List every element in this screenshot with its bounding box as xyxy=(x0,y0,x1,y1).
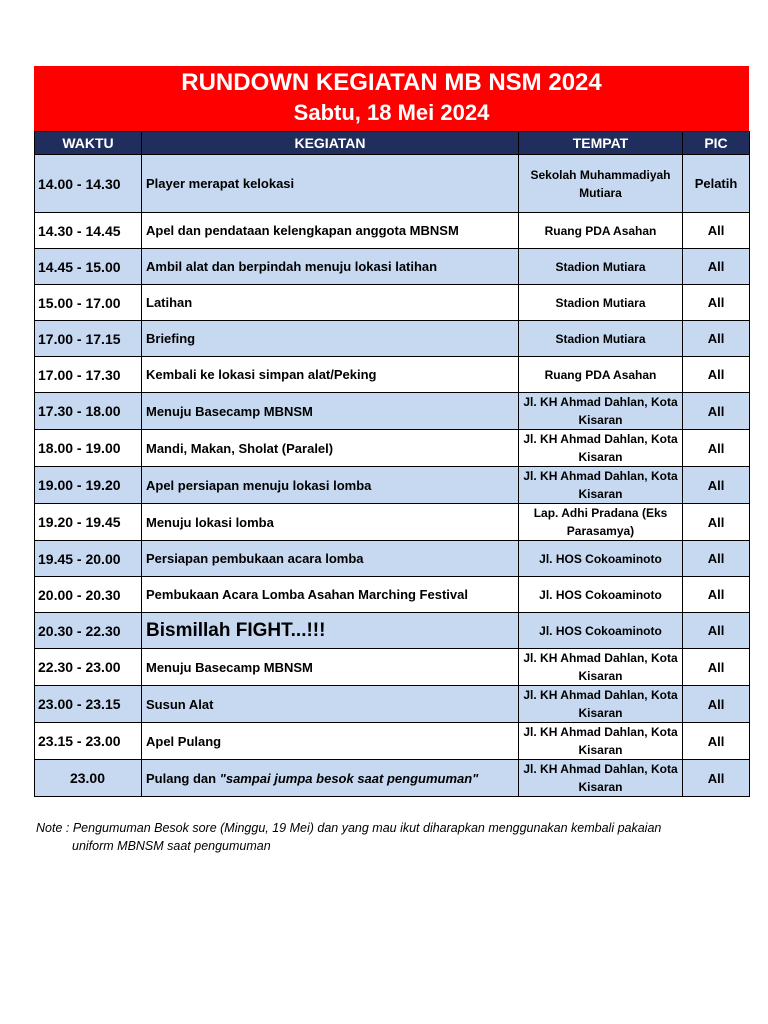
time-cell: 20.30 - 22.30 xyxy=(35,613,142,649)
pic-cell: All xyxy=(683,357,750,393)
table-row xyxy=(35,467,750,504)
activity-cell: Menuju lokasi lomba xyxy=(142,504,519,541)
table-row xyxy=(35,686,750,723)
schedule-table xyxy=(34,131,750,797)
time-cell: 22.30 - 23.00 xyxy=(35,649,142,686)
activity-cell: Susun Alat xyxy=(142,686,519,723)
place-cell: Ruang PDA Asahan xyxy=(519,357,683,393)
pic-cell: Pelatih xyxy=(683,155,750,213)
time-cell: 14.30 - 14.45 xyxy=(35,213,142,249)
pic-cell: All xyxy=(683,541,750,577)
time-cell: 17.00 - 17.30 xyxy=(35,357,142,393)
pic-cell: All xyxy=(683,249,750,285)
place-cell: Jl. KH Ahmad Dahlan, Kota Kisaran xyxy=(519,723,683,760)
document-date: Sabtu, 18 Mei 2024 xyxy=(293,100,490,125)
time-cell: 19.00 - 19.20 xyxy=(35,467,142,504)
column-header-kegiatan: KEGIATAN xyxy=(142,132,519,155)
column-header-waktu: WAKTU xyxy=(35,132,142,155)
table-row xyxy=(35,213,750,249)
activity-cell: Briefing xyxy=(142,321,519,357)
table-row xyxy=(35,649,750,686)
document-title: RUNDOWN KEGIATAN MB NSM 2024 xyxy=(181,69,602,96)
rundown-sheet xyxy=(34,66,749,797)
table-row xyxy=(35,155,750,213)
title-banner xyxy=(34,66,749,131)
place-cell: Ruang PDA Asahan xyxy=(519,213,683,249)
place-cell: Jl. KH Ahmad Dahlan, Kota Kisaran xyxy=(519,430,683,467)
activity-cell: Player merapat kelokasi xyxy=(142,155,519,213)
time-cell: 23.00 xyxy=(35,760,142,797)
column-header-tempat: TEMPAT xyxy=(519,132,683,155)
place-cell: Stadion Mutiara xyxy=(519,285,683,321)
activity-cell: Apel persiapan menuju lokasi lomba xyxy=(142,467,519,504)
note-line-2: uniform MBNSM saat pengumuman xyxy=(72,839,271,853)
table-row xyxy=(35,357,750,393)
time-cell: 19.20 - 19.45 xyxy=(35,504,142,541)
time-cell: 19.45 - 20.00 xyxy=(35,541,142,577)
activity-quote-text: "sampai jumpa besok saat pengumuman" xyxy=(219,770,479,786)
pic-cell: All xyxy=(683,213,750,249)
place-cell: Stadion Mutiara xyxy=(519,249,683,285)
pic-cell: All xyxy=(683,723,750,760)
place-cell: Jl. HOS Cokoaminoto xyxy=(519,613,683,649)
pic-cell: All xyxy=(683,393,750,430)
place-cell: Jl. KH Ahmad Dahlan, Kota Kisaran xyxy=(519,649,683,686)
activity-cell xyxy=(142,760,519,797)
place-cell: Lap. Adhi Pradana (Eks Parasamya) xyxy=(519,504,683,541)
activity-cell: Pembukaan Acara Lomba Asahan Marching Festival xyxy=(142,577,519,613)
pic-cell: All xyxy=(683,577,750,613)
place-cell: Stadion Mutiara xyxy=(519,321,683,357)
time-cell: 23.15 - 23.00 xyxy=(35,723,142,760)
activity-cell: Ambil alat dan berpindah menuju lokasi latihan xyxy=(142,249,519,285)
activity-cell: Bismillah FIGHT...!!! xyxy=(142,613,519,649)
place-cell: Jl. KH Ahmad Dahlan, Kota Kisaran xyxy=(519,393,683,430)
pic-cell: All xyxy=(683,613,750,649)
column-header-pic: PIC xyxy=(683,132,750,155)
place-cell: Jl. HOS Cokoaminoto xyxy=(519,541,683,577)
table-row xyxy=(35,504,750,541)
activity-text: Pulang dan xyxy=(146,770,220,786)
place-cell: Sekolah Muhammadiyah Mutiara xyxy=(519,155,683,213)
pic-cell: All xyxy=(683,504,750,541)
pic-cell: All xyxy=(683,760,750,797)
table-row xyxy=(35,285,750,321)
time-cell: 23.00 - 23.15 xyxy=(35,686,142,723)
place-cell: Jl. HOS Cokoaminoto xyxy=(519,577,683,613)
place-cell: Jl. KH Ahmad Dahlan, Kota Kisaran xyxy=(519,467,683,504)
table-row xyxy=(35,613,750,649)
time-cell: 20.00 - 20.30 xyxy=(35,577,142,613)
time-cell: 17.30 - 18.00 xyxy=(35,393,142,430)
pic-cell: All xyxy=(683,686,750,723)
activity-cell: Kembali ke lokasi simpan alat/Peking xyxy=(142,357,519,393)
place-cell: Jl. KH Ahmad Dahlan, Kota Kisaran xyxy=(519,760,683,797)
table-header-row xyxy=(35,132,750,155)
time-cell: 14.45 - 15.00 xyxy=(35,249,142,285)
time-cell: 17.00 - 17.15 xyxy=(35,321,142,357)
activity-cell: Mandi, Makan, Sholat (Paralel) xyxy=(142,430,519,467)
table-row xyxy=(35,249,750,285)
table-row xyxy=(35,321,750,357)
activity-cell: Menuju Basecamp MBNSM xyxy=(142,649,519,686)
note-line-1: Note : Pengumuman Besok sore (Minggu, 19 Mei) dan yang mau ikut diharapkan menggunakan kembali pakaian xyxy=(36,821,662,835)
table-row xyxy=(35,760,750,797)
table-row xyxy=(35,393,750,430)
time-cell: 15.00 - 17.00 xyxy=(35,285,142,321)
footer-note xyxy=(36,819,736,855)
place-cell: Jl. KH Ahmad Dahlan, Kota Kisaran xyxy=(519,686,683,723)
activity-cell: Latihan xyxy=(142,285,519,321)
pic-cell: All xyxy=(683,285,750,321)
activity-cell: Apel dan pendataan kelengkapan anggota MBNSM xyxy=(142,213,519,249)
table-row xyxy=(35,723,750,760)
table-row xyxy=(35,577,750,613)
pic-cell: All xyxy=(683,430,750,467)
table-row xyxy=(35,430,750,467)
pic-cell: All xyxy=(683,467,750,504)
pic-cell: All xyxy=(683,649,750,686)
activity-cell: Persiapan pembukaan acara lomba xyxy=(142,541,519,577)
activity-cell: Menuju Basecamp MBNSM xyxy=(142,393,519,430)
time-cell: 14.00 - 14.30 xyxy=(35,155,142,213)
time-cell: 18.00 - 19.00 xyxy=(35,430,142,467)
pic-cell: All xyxy=(683,321,750,357)
activity-cell: Apel Pulang xyxy=(142,723,519,760)
table-row xyxy=(35,541,750,577)
